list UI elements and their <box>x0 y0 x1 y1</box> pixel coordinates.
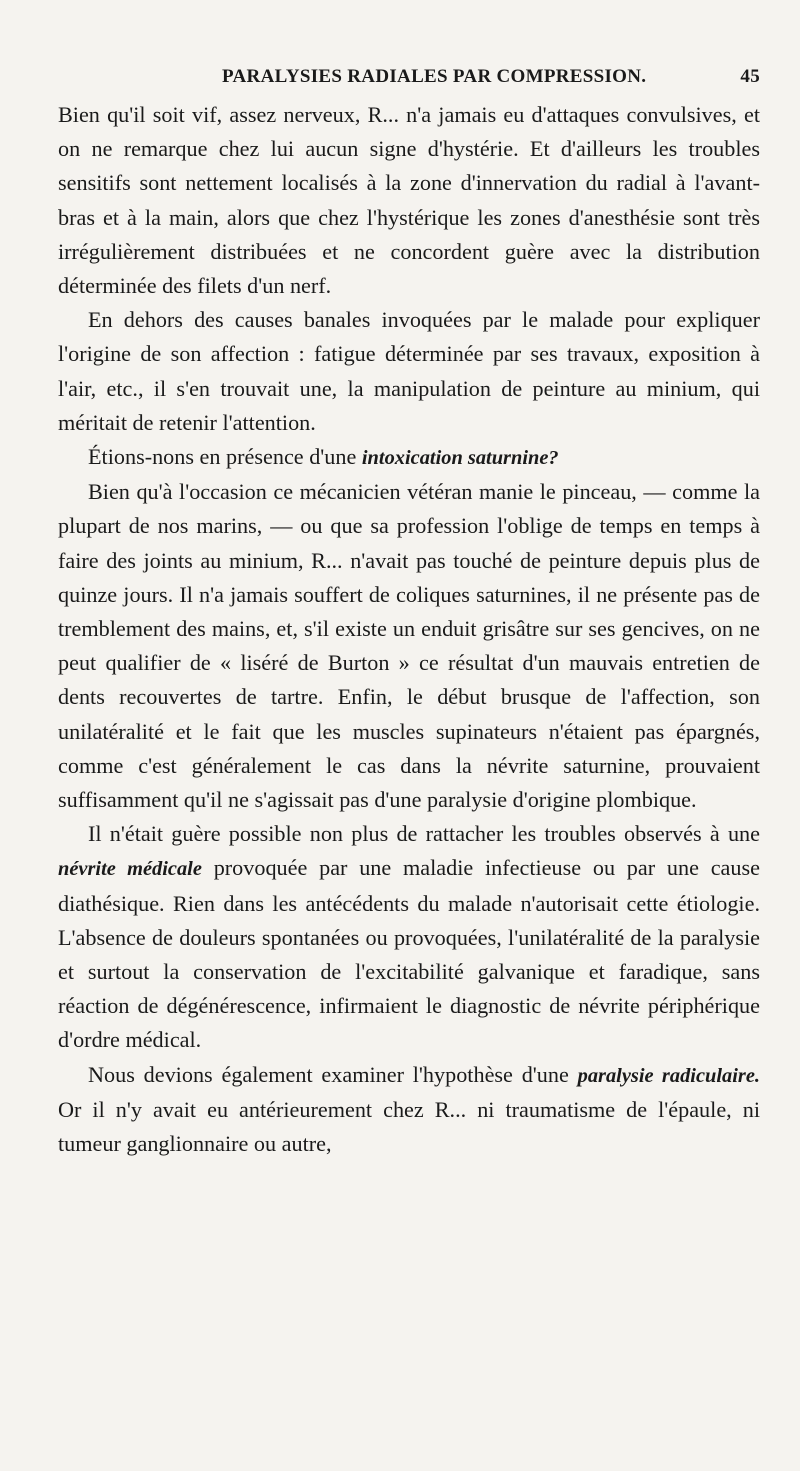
paragraph-6 <box>58 1058 760 1162</box>
paragraph-3 <box>58 440 760 475</box>
paragraph-6-tail: Or il n'y avait eu antérieurement chez R... ni traumatisme de l'épaule, ni tumeur ganglionnaire ou autre, <box>58 1096 760 1157</box>
body-text <box>58 98 760 1161</box>
paragraph-2: En dehors des causes banales invoquées par le malade pour expliquer l'origine de son affection : fatigue déterminée par ses travaux, exposition à l'air, etc., il s'en trouvait une, la manipulation de peinture au minium, qui méritait de retenir l'attention. <box>58 307 760 435</box>
paragraph-5-text: Il n'était guère possible non plus de rattacher les troubles observés à une <box>88 821 760 847</box>
paragraph-3-italic: intoxication saturnine? <box>361 447 559 470</box>
paragraph-1: Bien qu'il soit vif, assez nerveux, R... n'a jamais eu d'attaques convulsives, et on ne remarque chez lui aucun signe d'hystérie. Et d'ailleurs les troubles sensitifs sont nettement localisés à la zone d'innervation du radial à l'avant-bras et à la main, alors que chez l'hystérique les zones d'anesthésie sont très irrégulièrement distribuées et ne concordent guère avec la distribution déterminée des filets d'un nerf. <box>58 102 760 299</box>
paragraph-3-text: Étions-nons en présence d'une <box>88 444 362 470</box>
paragraph-5 <box>58 817 760 1057</box>
running-title: PARALYSIES RADIALES PAR COMPRESSION. <box>222 66 647 87</box>
paragraph-4: Bien qu'à l'occasion ce mécanicien vétéran manie le pinceau, — comme la plupart de nos marins, — ou que sa profession l'oblige de temps en temps à faire des joints au minium, R... n'avait pas touché de peinture depuis plus de quinze jours. Il n'a jamais souffert de coliques saturnines, il ne présente pas de tremblement des mains, et, s'il existe un enduit grisâtre sur ses gencives, on ne peut qualifier de « liséré de Burton » ce résultat d'un mauvais entretien de dents recouvertes de tartre. Enfin, le début brusque de l'affection, son unilatéralité et le fait que les muscles supinateurs n'étaient pas épargnés, comme c'est généralement le cas dans la névrite saturnine, prouvaient suffisamment qu'il ne s'agissait pas d'une paralysie d'origine plombique. <box>58 479 760 813</box>
paragraph-6-italic: paralysie radiculaire. <box>577 1064 760 1087</box>
running-header <box>58 66 760 88</box>
page-number: 45 <box>740 66 760 87</box>
paragraph-6-text: Nous devions également examiner l'hypothèse d'une <box>88 1061 578 1087</box>
paragraph-5-italic: névrite médicale <box>58 858 202 881</box>
paragraph-5-tail: provoquée par une maladie infectieuse ou par une cause diathésique. Rien dans les antécédents du malade n'autorisait cette étiologie. L'absence de douleurs spontanées ou provoquées, l'unilatéralité de la paralysie et surtout la conservation de l'excitabilité galvanique et faradique, sans réaction de dégénérescence, infirmaient le diagnostic de névrite périphérique d'ordre médical. <box>58 855 760 1053</box>
